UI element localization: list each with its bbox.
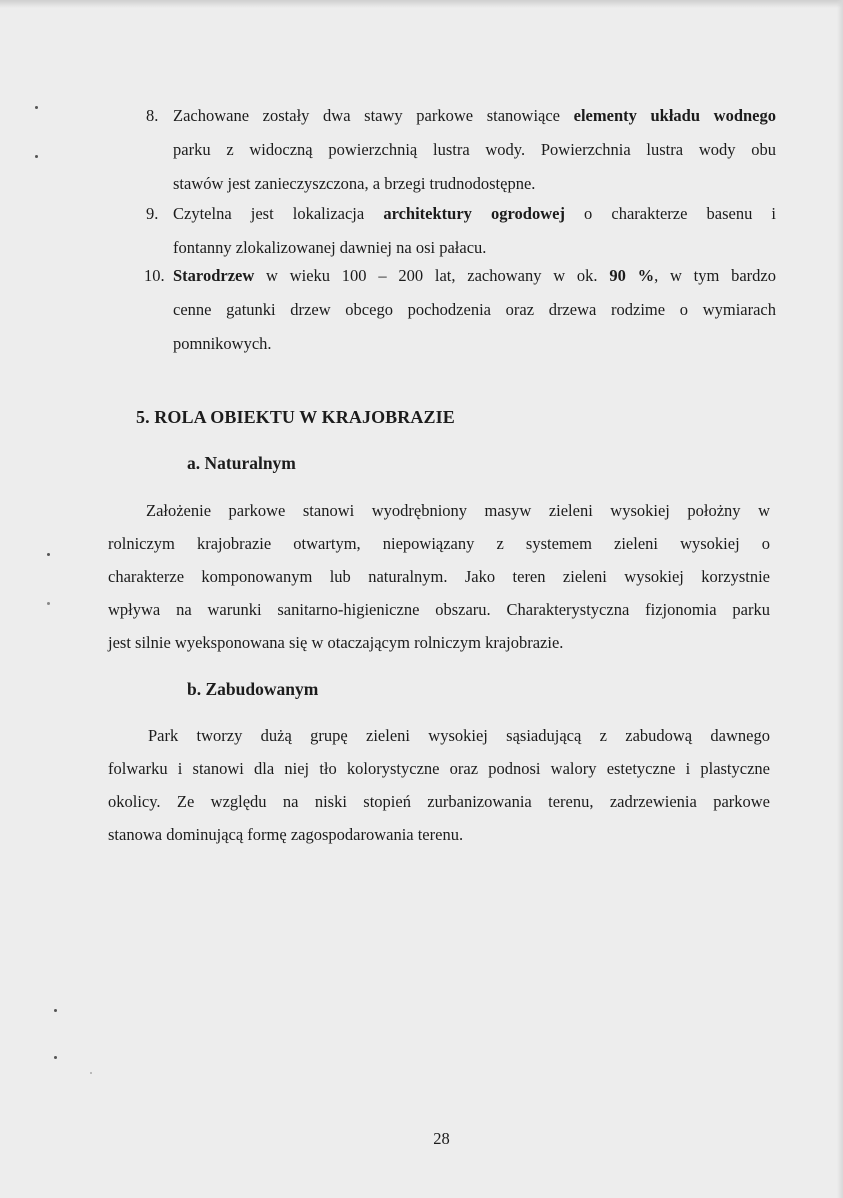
text-run: w wieku 100 – 200 lat, zachowany w ok. — [254, 266, 610, 285]
page-number: 28 — [433, 1129, 450, 1148]
text-line: parku z widoczną powierzchnią lustra wody. Powierzchnia lustra wody obu — [173, 140, 776, 159]
text-line: Park tworzy dużą grupę zieleni wysokiej sąsiadującą z zabudową dawnego — [148, 726, 770, 745]
section-heading: 5. ROLA OBIEKTU W KRAJOBRAZIE — [136, 407, 455, 427]
text-line: jest silnie wyeksponowana się w otaczającym rolniczym krajobrazie. — [108, 633, 564, 652]
list-number: 9. — [146, 204, 159, 223]
list-number: 10. — [144, 266, 165, 285]
text-line: Założenie parkowe stanowi wyodrębniony masyw zieleni wysokiej położny w — [146, 501, 770, 520]
list-item-body — [173, 99, 776, 201]
text-line: folwarku i stanowi dla niej tło kolorystyczne oraz podnosi walory estetyczne i plastyczne — [108, 759, 770, 778]
scan-speck — [54, 1056, 57, 1059]
text-run: Czytelna jest lokalizacja — [173, 204, 384, 223]
text-line: fontanny zlokalizowanej dawniej na osi pałacu. — [173, 238, 487, 257]
bold-term: Starodrzew — [173, 266, 255, 285]
list-item-9 — [146, 197, 776, 265]
text-line — [173, 259, 776, 293]
text-line: stanowa dominującą formę zagospodarowania terenu. — [108, 825, 464, 844]
bold-term: architektury ogrodowej — [383, 204, 565, 223]
list-item-body — [173, 259, 776, 361]
scan-right-shadow — [837, 0, 843, 1198]
subsection-heading-b: b. Zabudowanym — [187, 679, 319, 699]
text-line: pomnikowych. — [173, 334, 272, 353]
text-run: Zachowane zostały dwa stawy parkowe stanowiące — [173, 106, 574, 125]
bold-term: elementy układu wodnego — [573, 106, 776, 125]
scan-speck — [54, 1009, 57, 1012]
text-line: charakterze komponowanym lub naturalnym. Jako teren zieleni wysokiej korzystnie — [108, 567, 770, 586]
list-item-8 — [146, 99, 776, 201]
paragraph-built-up — [108, 719, 770, 851]
list-item-10 — [144, 259, 776, 361]
paragraph-natural — [108, 494, 770, 659]
text-line: rolniczym krajobrazie otwartym, niepowiązany z systemem zieleni wysokiej o — [108, 534, 770, 553]
text-line: okolicy. Ze względu na niski stopień zurbanizowania terenu, zadrzewienia parkowe — [108, 792, 770, 811]
subsection-heading-a: a. Naturalnym — [187, 453, 296, 473]
text-run: o charakterze basenu i — [564, 204, 777, 223]
text-line — [173, 99, 776, 133]
scan-top-shadow — [0, 0, 843, 8]
scan-speck — [90, 1072, 92, 1074]
bold-term: 90 % — [609, 266, 655, 285]
text-line: stawów jest zanieczyszczona, a brzegi trudnodostępne. — [173, 174, 536, 193]
text-run: , w tym bardzo — [654, 266, 777, 285]
text-line — [173, 197, 776, 231]
text-line: cenne gatunki drzew obcego pochodzenia oraz drzewa rodzime o wymiarach — [173, 300, 776, 319]
scan-speck — [35, 106, 38, 109]
text-line: wpływa na warunki sanitarno-higieniczne obszaru. Charakterystyczna fizjonomia parku — [108, 600, 770, 619]
scan-speck — [47, 553, 50, 556]
list-number: 8. — [146, 106, 159, 125]
scan-speck — [47, 602, 50, 605]
list-item-body — [173, 197, 776, 265]
scan-speck — [35, 155, 38, 158]
